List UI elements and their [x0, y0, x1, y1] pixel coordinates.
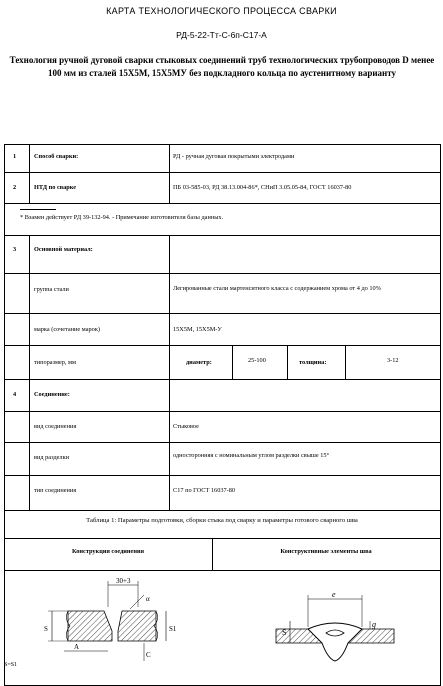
- document-code: РД-5-22-Тт-С-6п-С17-А: [176, 30, 267, 40]
- steel-grade-value: 15Х5М, 15Х5М-У: [173, 326, 222, 333]
- row-number: 3: [13, 246, 17, 253]
- dimension-label: A: [74, 643, 80, 651]
- row-divider: [4, 172, 440, 173]
- steel-group-value: Легированные стали мартенситного класса с содержанием хрома от 4 до 10%: [173, 285, 381, 292]
- row-divider: [4, 442, 440, 443]
- col-divider: [169, 235, 170, 510]
- welding-method-label: Способ сварки:: [34, 153, 79, 160]
- col-divider: [232, 345, 233, 379]
- row-divider: [4, 510, 440, 511]
- col-divider: [29, 235, 30, 510]
- col-divider: [169, 144, 170, 203]
- dimension-label: S1: [169, 625, 177, 633]
- row-divider: [4, 411, 440, 412]
- table-caption: Таблица 1: Параметры подготовки, сборки стыка под сварку и параметры готового сварного шва: [86, 517, 358, 524]
- joint-kind-label: вид соединения: [34, 423, 77, 430]
- dimension-label: e: [332, 590, 336, 599]
- steel-grade-label: марка (сочетание марок): [34, 326, 100, 333]
- document-subtitle: Технология ручной дуговой сварки стыковых соединений труб технологических трубопроводов D менее 100 мм из сталей 15Х5М, 15Х5МУ без подкладного кольца по аустенитному варианту: [9, 55, 435, 78]
- row-number: 4: [13, 391, 17, 398]
- groove-label: вид разделки: [34, 454, 70, 461]
- dimension-label: S: [44, 625, 48, 633]
- dimension-label: 30+3: [116, 577, 131, 585]
- column-header-joint-design: Конструкция соединения: [72, 548, 144, 555]
- row-divider: [4, 379, 440, 380]
- col-divider: [29, 144, 30, 203]
- col-divider: [345, 345, 346, 379]
- weld-elements-drawing: [212, 571, 440, 667]
- base-material-label: Основной материал:: [34, 246, 93, 253]
- col-divider: [287, 345, 288, 379]
- row-divider: [4, 475, 440, 476]
- row-divider: [4, 313, 440, 314]
- ntd-value: ПБ 03-585-03, РД 38.13.004-86*, СНиП 3.05.05-84, ГОСТ 16037-80: [173, 184, 352, 191]
- row-divider: [4, 273, 440, 274]
- dimension-label: g: [372, 620, 376, 629]
- thickness-label: толщина:: [299, 359, 327, 366]
- dimension-label: C: [146, 651, 151, 659]
- ntd-label: НТД по сварке: [34, 184, 77, 191]
- size-label: типоразмер, мм: [34, 359, 77, 366]
- dimension-label: α: [146, 595, 150, 603]
- groove-value: односторонняя с номинальным углом разделки свыше 15°: [173, 452, 330, 459]
- row-divider: [4, 203, 440, 204]
- joint-type-value: С17 по ГОСТ 16037-80: [173, 487, 236, 494]
- column-header-weld-elements: Конструктивные элементы шва: [280, 548, 372, 555]
- joint-design-drawing: [4, 571, 212, 667]
- row-divider: [4, 538, 440, 539]
- joint-label: Соединение:: [34, 391, 70, 398]
- joint-type-label: тип соединения: [34, 487, 77, 494]
- dimension-label: S=S1: [4, 662, 18, 667]
- diameter-label: диаметр:: [186, 359, 212, 366]
- row-divider: [4, 345, 440, 346]
- diameter-value: 25-100: [248, 357, 266, 364]
- row-number: 1: [13, 153, 17, 160]
- row-number: 2: [13, 184, 17, 191]
- note-rule: [20, 209, 56, 210]
- row-divider: [4, 235, 440, 236]
- document-title: КАРТА ТЕХНОЛОГИЧЕСКОГО ПРОЦЕССА СВАРКИ: [106, 6, 337, 16]
- steel-group-label: группа стали: [34, 286, 69, 293]
- database-note: * Взамен действует РД 39-132-94. - Примечание изготовителя базы данных.: [20, 214, 224, 221]
- welding-method-value: РД - ручная дуговая покрытыми электродами: [173, 153, 295, 160]
- dimension-label: S: [282, 628, 287, 637]
- thickness-value: 3-12: [387, 357, 399, 364]
- joint-kind-value: Стыковое: [173, 423, 199, 430]
